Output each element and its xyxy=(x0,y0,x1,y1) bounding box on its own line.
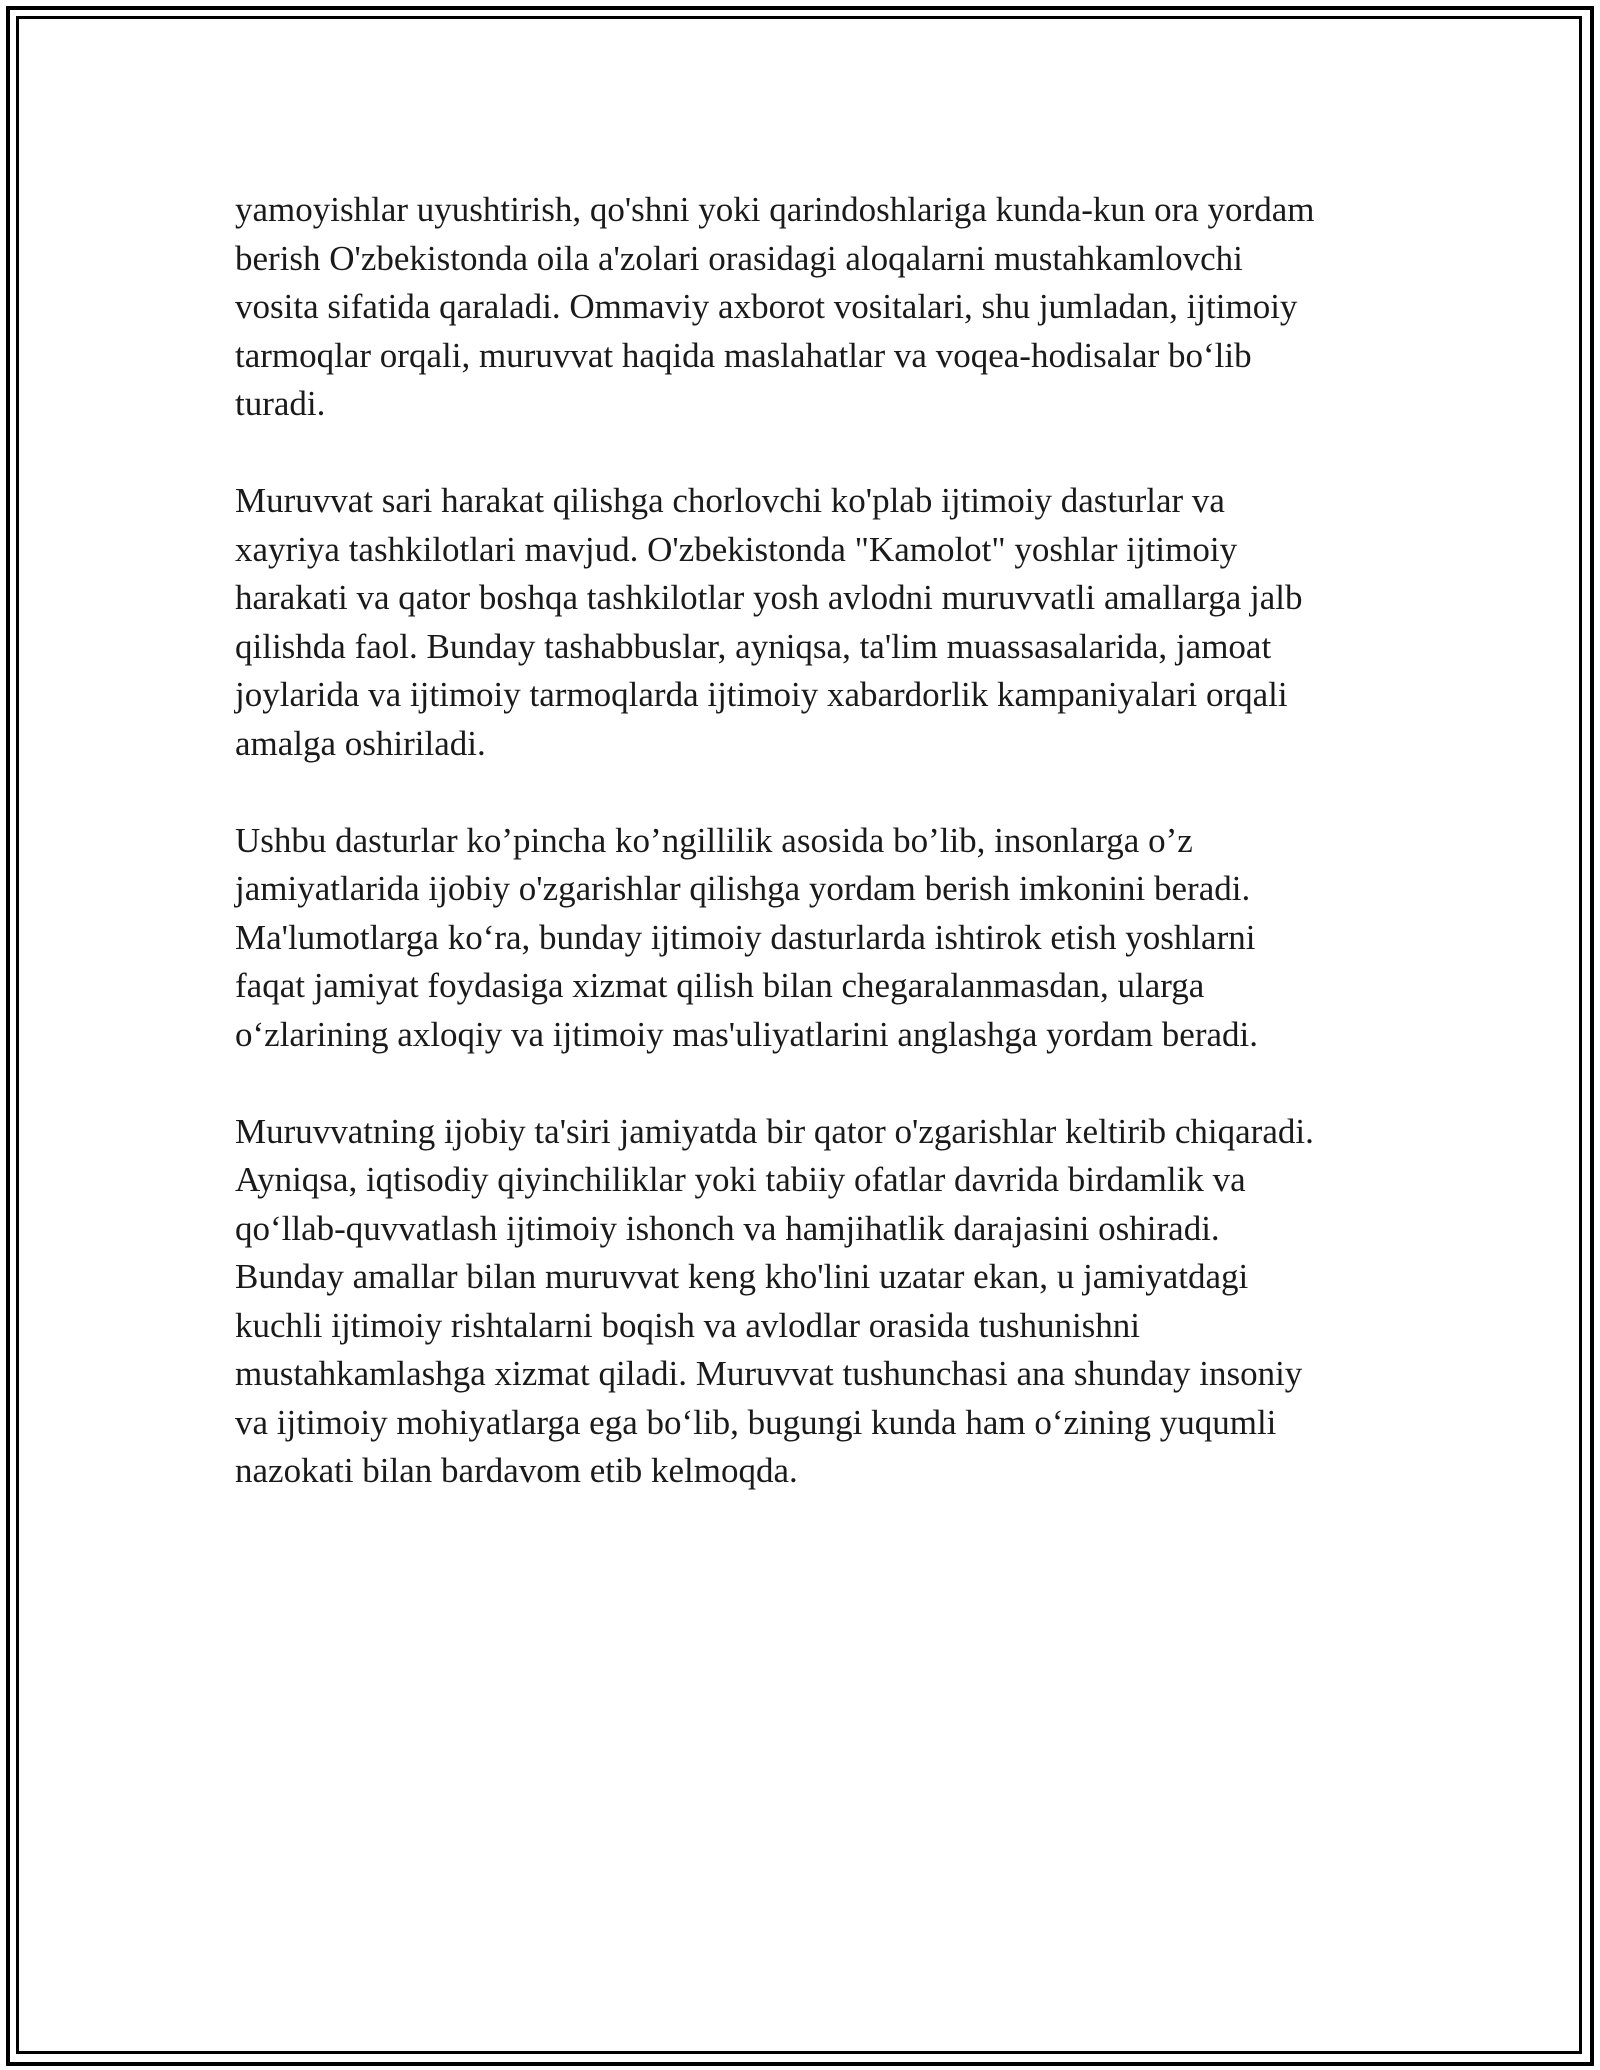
paragraph-4 xyxy=(235,1108,1385,1496)
text-line: va ijtimoiy mohiyatlarga ega bo‘lib, bugungi kunda ham o‘zining yuqumli xyxy=(235,1402,1277,1442)
text-line: tarmoqlar orqali, muruvvat haqida maslahatlar va voqea-hodisalar bo‘lib xyxy=(235,335,1252,375)
text-line: joylarida va ijtimoiy tarmoqlarda ijtimoiy xabardorlik kampaniyalari orqali xyxy=(235,675,1288,714)
text-line: Ma'lumotlarga ko‘ra, bunday ijtimoiy dasturlarda ishtirok etish yoshlarni xyxy=(235,917,1256,957)
text-line: xayriya tashkilotlari mavjud. O'zbekistonda "Kamolot" yoshlar ijtimoiy xyxy=(235,529,1238,569)
text-line: qo‘llab-quvvatlash ijtimoiy ishonch va hamjihatlik darajasini oshiradi. xyxy=(235,1208,1220,1248)
text-line: Ayniqsa, iqtisodiy qiyinchiliklar yoki tabiiy ofatlar davrida birdamlik va xyxy=(235,1160,1246,1199)
text-line: nazokati bilan bardavom etib kelmoqda. xyxy=(235,1451,798,1490)
text-line: Muruvvatning ijobiy ta'siri jamiyatda bir qator o'zgarishlar keltirib chiqaradi. xyxy=(235,1111,1314,1151)
paragraph-3 xyxy=(235,817,1385,1060)
document-body xyxy=(235,186,1385,1544)
text-line: kuchli ijtimoiy rishtalarni boqish va avlodlar orasida tushunishni xyxy=(235,1305,1141,1345)
text-line: yamoyishlar uyushtirish, qo'shni yoki qarindoshlariga kunda-kun ora yordam xyxy=(235,190,1315,229)
text-line: Bunday amallar bilan muruvvat keng kho'lini uzatar ekan, u jamiyatdagi xyxy=(235,1257,1249,1296)
text-line: qilishda faol. Bunday tashabbuslar, ayniqsa, ta'lim muassasalarida, jamoat xyxy=(235,626,1272,666)
text-line: harakati va qator boshqa tashkilotlar yosh avlodni muruvvatli amallarga jalb xyxy=(235,578,1303,617)
paragraph-1 xyxy=(235,186,1385,429)
text-line: Muruvvat sari harakat qilishga chorlovchi ko'plab ijtimoiy dasturlar va xyxy=(235,481,1225,520)
text-line: jamiyatlarida ijobiy o'zgarishlar qilishga yordam berish imkonini beradi. xyxy=(235,869,1251,908)
paragraph-2 xyxy=(235,477,1385,768)
text-line: berish O'zbekistonda oila a'zolari orasidagi aloqalarni mustahkamlovchi xyxy=(235,238,1243,278)
text-line: faqat jamiyat foydasiga xizmat qilish bilan chegaralanmasdan, ularga xyxy=(235,966,1205,1005)
text-line: amalga oshiriladi. xyxy=(235,723,486,763)
text-line: turadi. xyxy=(235,384,326,423)
text-line: mustahkamlashga xizmat qiladi. Muruvvat tushunchasi ana shunday insoniy xyxy=(235,1354,1303,1393)
text-line: Ushbu dasturlar ko’pincha ko’ngillilik asosida bo’lib, insonlarga o’z xyxy=(235,820,1193,860)
text-line: o‘zlarining axloqiy va ijtimoiy mas'uliyatlarini anglashga yordam beradi. xyxy=(235,1014,1258,1054)
text-line: vosita sifatida qaraladi. Ommaviy axborot vositalari, shu jumladan, ijtimoiy xyxy=(235,287,1298,326)
